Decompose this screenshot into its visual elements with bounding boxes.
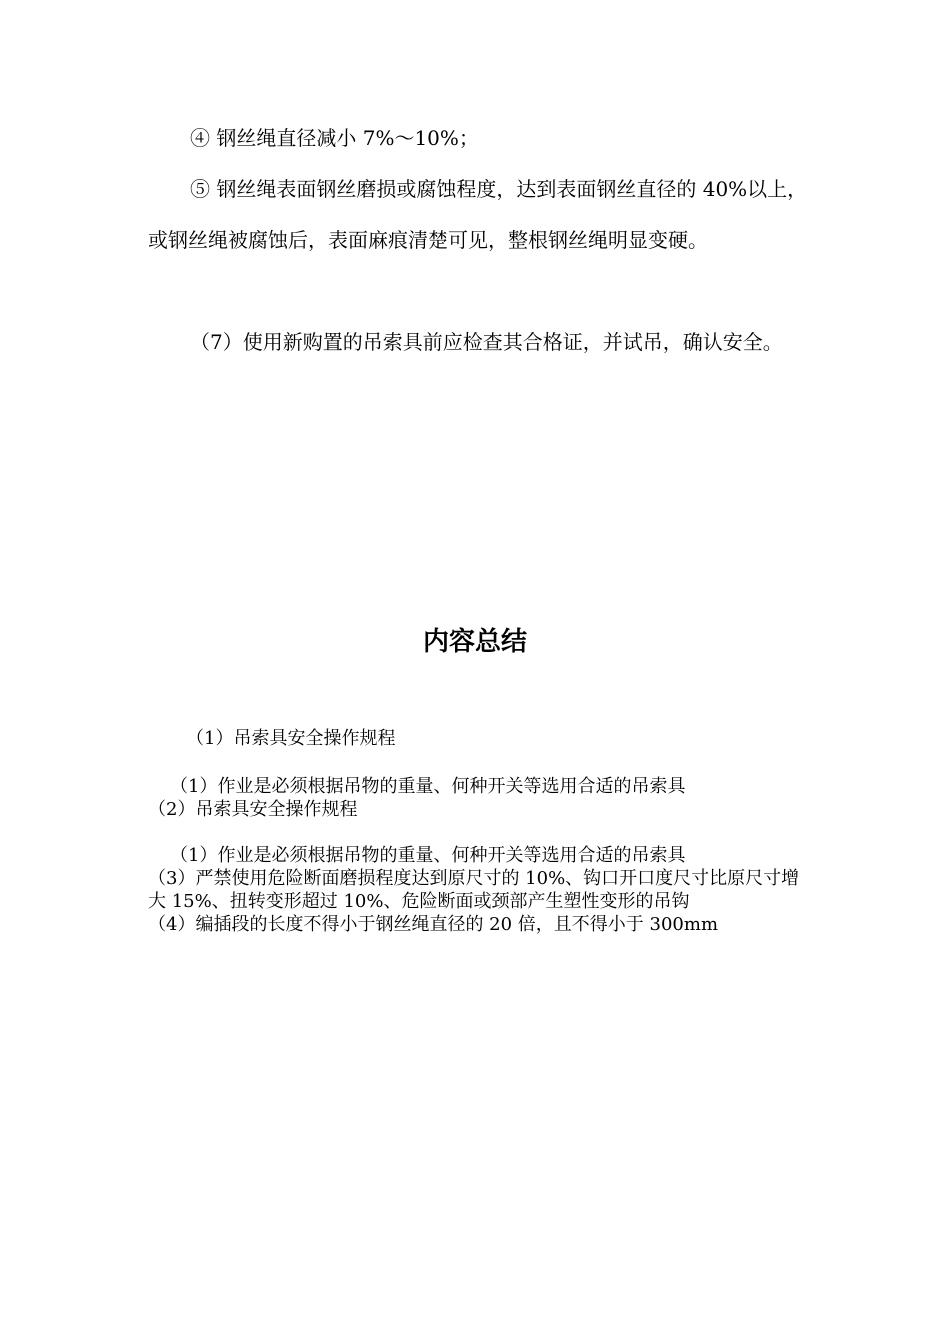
- summary-line-3: （2）吊索具安全操作规程: [148, 799, 358, 820]
- summary-line-1: （1）吊索具安全操作规程: [186, 728, 396, 749]
- paragraph-item-4: ④ 钢丝绳直径减小 7%～10%；: [190, 126, 479, 150]
- summary-title: 内容总结: [422, 627, 527, 657]
- paragraph-item-7: （7）使用新购置的吊索具前应检查其合格证，并试吊，确认安全。: [190, 330, 783, 354]
- summary-block: [148, 775, 808, 936]
- summary-spacer: [148, 821, 808, 844]
- summary-line-2: （1）作业是必须根据吊物的重量、何种开关等选用合适的吊索具: [170, 776, 686, 797]
- summary-line-4: （1）作业是必须根据吊物的重量、何种开关等选用合适的吊索具: [170, 845, 686, 866]
- summary-line-5: （3）严禁使用危险断面磨损程度达到原尺寸的 10%、钩口开口度尺寸比原尺寸增大 15%、扭转变形超过 10%、危险断面或颈部产生塑性变形的吊钩: [148, 868, 800, 912]
- summary-line-6: （4）编插段的长度不得小于钢丝绳直径的 20 倍，且不得小于 300mm: [148, 914, 719, 935]
- paragraph-item-5: ⑤ 钢丝绳表面钢丝磨损或腐蚀程度，达到表面钢丝直径的 40%以上，或钢丝绳被腐蚀后，表面麻痕清楚可见，整根钢丝绳明显变硬。: [148, 177, 808, 252]
